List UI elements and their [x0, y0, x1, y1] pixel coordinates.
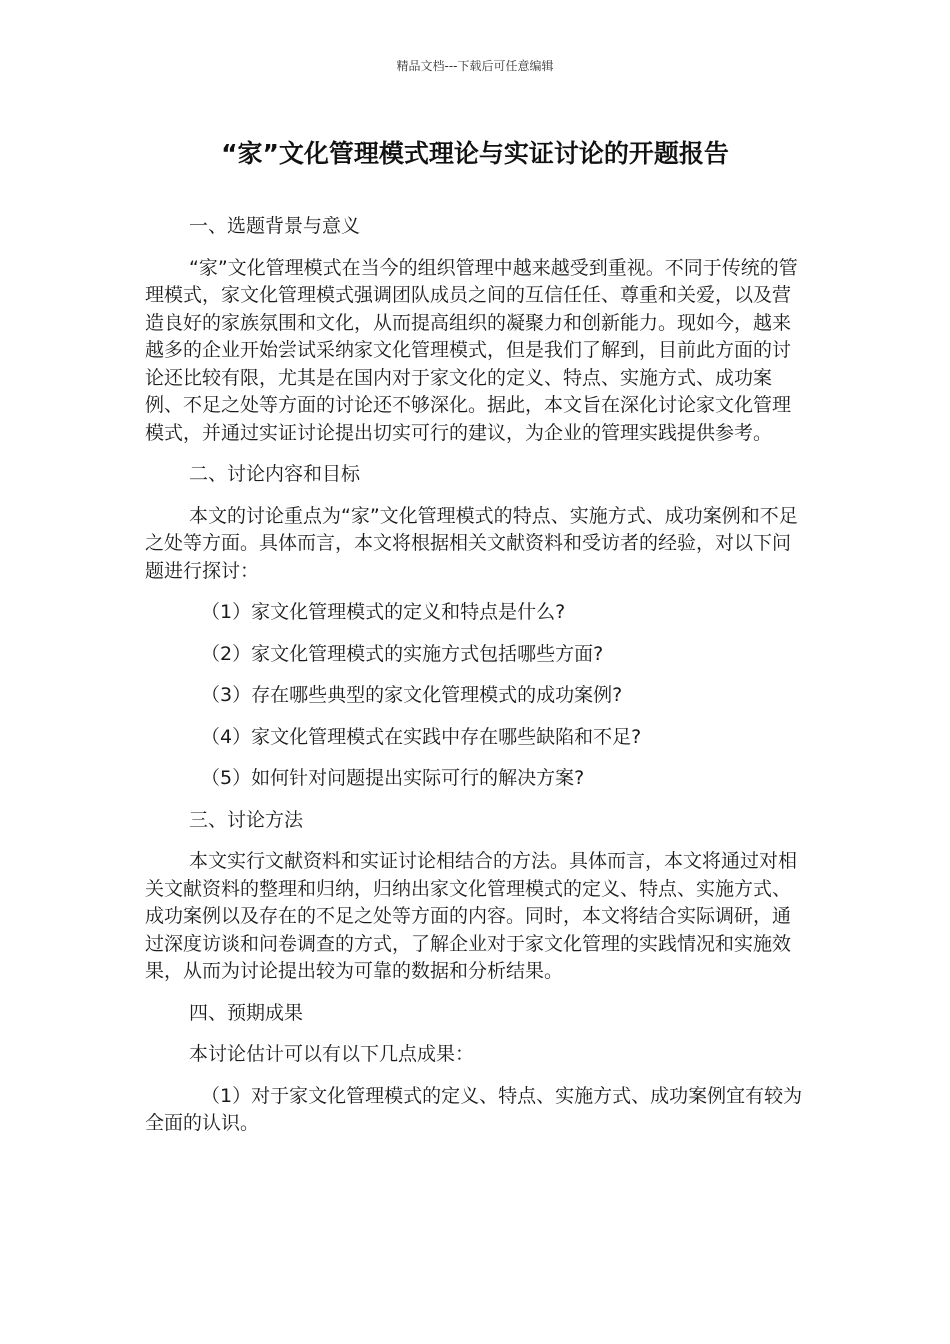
- document-title: “家”文化管理模式理论与实证讨论的开题报告: [221, 139, 729, 168]
- question-item: （2）家文化管理模式的实施方式包括哪些方面?: [201, 642, 604, 665]
- section-heading-expected-results: 四、预期成果: [189, 1001, 304, 1024]
- question-item: （1）家文化管理模式的定义和特点是什么?: [201, 601, 566, 623]
- paragraph-expected-results: 本讨论估计可以有以下几点成果：: [189, 1043, 475, 1065]
- header-note: 精品文档---下载后可任意编辑: [396, 59, 554, 73]
- document-body: [145, 213, 807, 1138]
- paragraph-methods: 本文实行文献资料和实证讨论相结合的方法。具体而言，本文将通过对相关文献资料的整理和归纳，归纳出家文化管理模式的定义、特点、实施方式、成功案例以及存在的不足之处等方面的内容。同时，本文将结合实际调研，通过深度访谈和问卷调查的方式，了解企业对于家文化管理的实践情况和实施效果，从而为讨论提出较为可靠的数据和分析结果。: [145, 850, 798, 982]
- result-item: （1）对于家文化管理模式的定义、特点、实施方式、成功案例宜有较为全面的认识。: [145, 1084, 803, 1134]
- section-heading-background: 一、选题背景与意义: [189, 215, 361, 237]
- question-item: （3）存在哪些典型的家文化管理模式的成功案例?: [201, 684, 623, 706]
- question-item: （5）如何针对问题提出实际可行的解决方案?: [201, 767, 585, 789]
- paragraph-background: “家”文化管理模式在当今的组织管理中越来越受到重视。不同于传统的管理模式，家文化管理模式强调团队成员之间的互信任任、尊重和关爱，以及营造良好的家族氛围和文化，从而提高组织的凝聚力和创新能力。现如今，越来越多的企业开始尝试采纳家文化管理模式，但是我们了解到，目前此方面的讨论还比较有限，尤其是在国内对于家文化的定义、特点、实施方式、成功案例、不足之处等方面的讨论还不够深化。据此，本文旨在深化讨论家文化管理模式，并通过实证讨论提出切实可行的建议，为企业的管理实践提供参考。: [145, 256, 798, 444]
- section-heading-methods: 三、讨论方法: [189, 808, 304, 831]
- section-heading-content-goals: 二、讨论内容和目标: [189, 463, 361, 485]
- question-item: （4）家文化管理模式在实践中存在哪些缺陷和不足?: [201, 725, 642, 748]
- paragraph-content-goals: 本文的讨论重点为“家”文化管理模式的特点、实施方式、成功案例和不足之处等方面。具体而言，本文将根据相关文献资料和受访者的经验，对以下问题进行探讨：: [145, 504, 798, 582]
